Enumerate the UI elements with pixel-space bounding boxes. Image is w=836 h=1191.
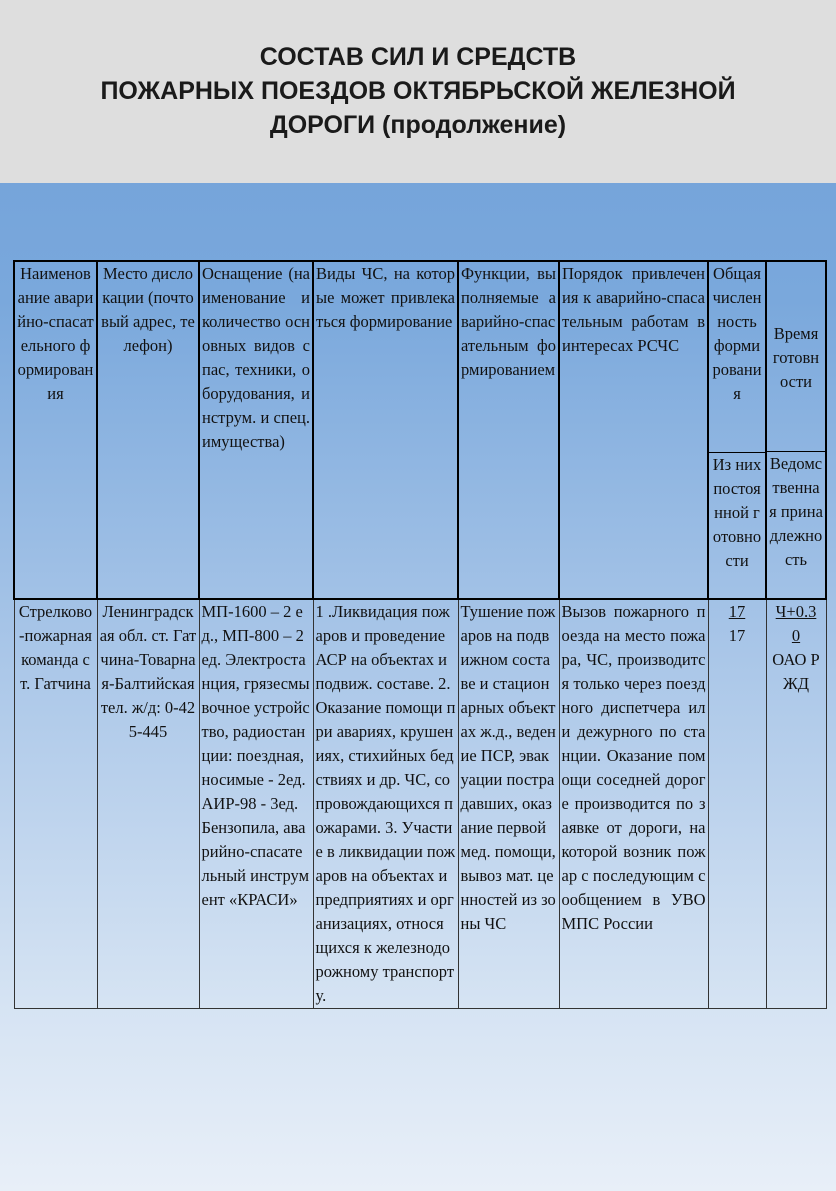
header-emergencies: Виды ЧС, на которые может привлекаться формирование: [313, 261, 458, 599]
cell-department: ОАО РЖД: [772, 650, 820, 693]
table-row: [14, 599, 826, 1009]
header-readiness-time: Время готовности: [767, 262, 825, 452]
title-line-1: СОСТАВ СИЛ И СРЕДСТВ: [259, 43, 577, 71]
cell-total-count: 17: [728, 602, 746, 621]
header-functions: Функции, выполняемые аварийно-спасательным формированием: [458, 261, 559, 599]
cell-readiness-time: Ч+0.3: [775, 602, 817, 621]
header-department: Ведомственная принадлежность: [769, 454, 823, 569]
header-total-count: Общая численность формирования: [709, 262, 765, 453]
header-total-constant: Из них постоянной готовности: [712, 455, 762, 570]
cell-total: [708, 599, 766, 1009]
cell-functions: Тушение пожаров на подвижном составе и стационарных объектах ж.д., ведение ПСР, эвакуации пострадавших, оказание первой мед. помощи, вывоз мат. ценностей из зоны ЧС: [458, 599, 559, 1009]
header-readiness: [766, 261, 826, 599]
header-total: [708, 261, 766, 599]
cell-readiness: [766, 599, 826, 1009]
header-name: Наименование аварийно-спасательного формирования: [14, 261, 97, 599]
cell-total-constant: 17: [728, 626, 746, 645]
header-procedure: Порядок привлечения к аварийно-спасательным работам в интересах РСЧС: [559, 261, 708, 599]
cell-name: Стрелково-пожарная команда ст. Гатчина: [14, 599, 97, 1009]
table-header-row: [14, 261, 826, 599]
cell-emergencies: 1 .Ликвидация пожаров и проведение АСР на объектах и подвиж. составе. 2. Оказание помощи при авариях, крушениях, стихийных бедствиях и др. ЧС, сопровождающихся пожарами. 3. Участие в ликвидации пожаров на объектах и предприятиях и организациях, относящихся к железнодорожному транспорту.: [313, 599, 458, 1009]
page-title: [0, 40, 836, 142]
header-equipment: Оснащение (наименование и количество основных видов спас, техники, оборудования, инструм. и спец. имущества): [199, 261, 313, 599]
title-line-3: ДОРОГИ (продолжение): [269, 111, 567, 139]
cell-location: Ленинградская обл. ст. Гатчина-Товарная-Балтийская тел. ж/д: 0-425-445: [97, 599, 199, 1009]
title-line-2: ПОЖАРНЫХ ПОЕЗДОВ ОКТЯБРЬСКОЙ ЖЕЛЕЗНОЙ: [100, 77, 736, 105]
cell-procedure: Вызов пожарного поезда на место пожара, ЧС, производится только через поездного диспетчера или дежурного по станции. Оказание помощи соседней дороге производится по заявке от дороги, на которой возник пожар с последующим сообщением в УВО МПС России: [559, 599, 708, 1009]
forces-table: [13, 260, 827, 1009]
cell-readiness-min: 0: [791, 626, 801, 645]
cell-equipment: МП-1600 – 2 ед., МП-800 – 2 ед. Электростанция, грязесмывочное устройство, радиостанции: поездная, носимые - 2ед. АИР-98 - 3ед. Бензопила, аварийно-спасательный инструмент «КРАСИ»: [199, 599, 313, 1009]
header-location: Место дислокации (почтовый адрес, телефон): [97, 261, 199, 599]
